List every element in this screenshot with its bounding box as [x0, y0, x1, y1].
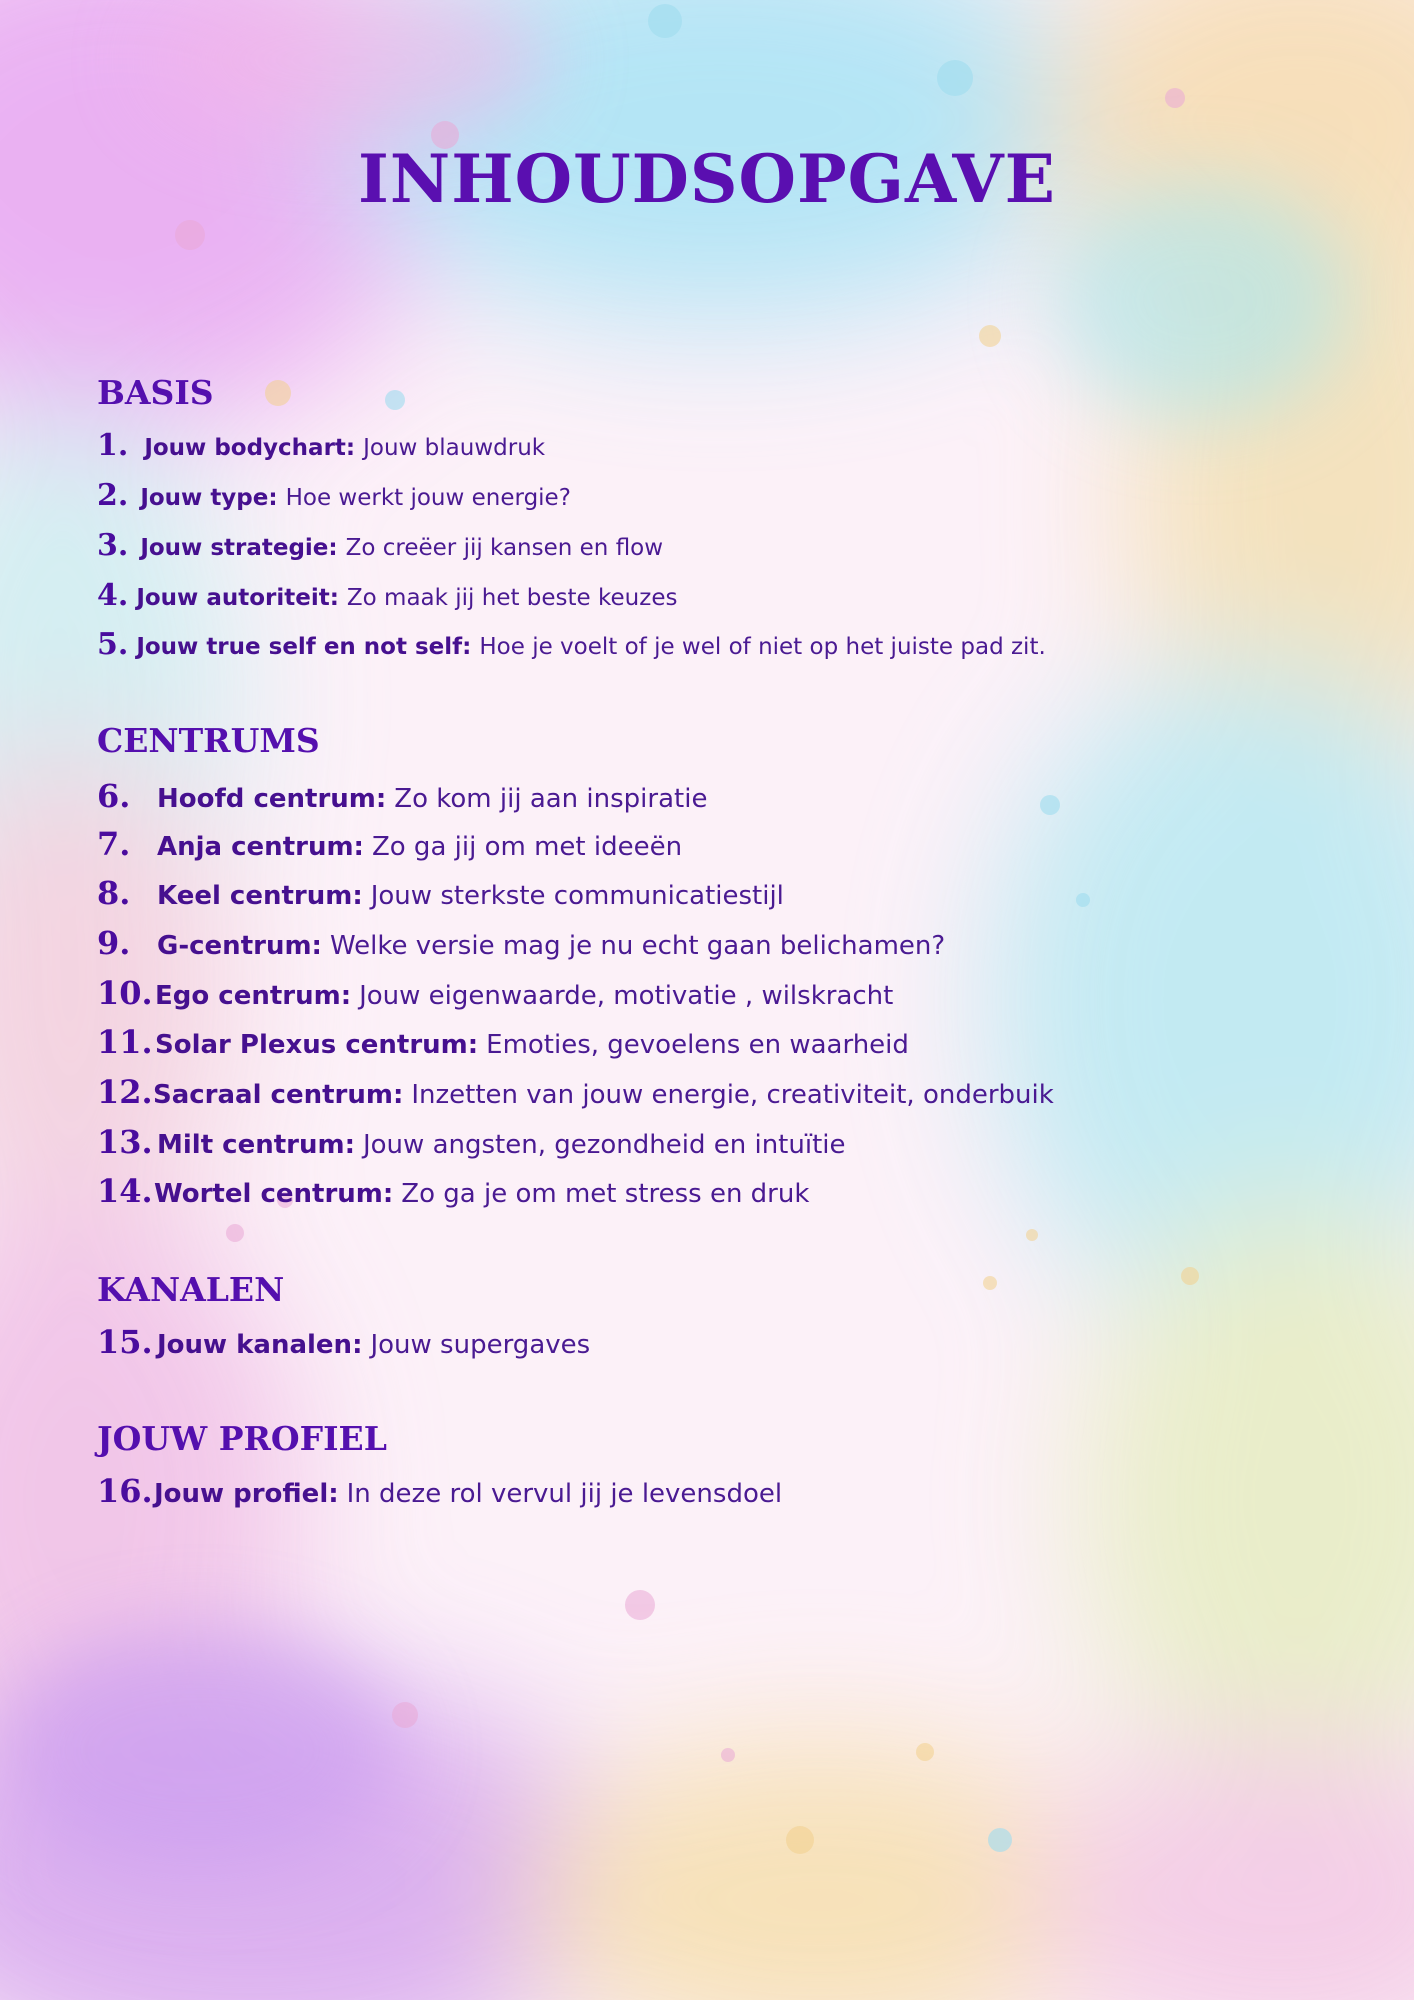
entry-description: Zo kom jij aan inspiratie: [394, 784, 708, 814]
entry-description: Jouw blauwdruk: [363, 435, 546, 461]
entry-description: Zo ga je om met stress en druk: [401, 1179, 810, 1209]
entry-label: Jouw autoriteit:: [136, 585, 339, 611]
entry-number: 12.: [97, 1073, 153, 1111]
entry-label: Solar Plexus centrum:: [155, 1030, 479, 1060]
entry-number: 15.: [97, 1323, 153, 1361]
page-title: INHOUDSOPGAVE: [358, 140, 1056, 218]
entry-number: 13.: [97, 1123, 153, 1161]
toc-entry-5[interactable]: [97, 627, 1046, 662]
entry-label: Milt centrum:: [157, 1130, 355, 1160]
entry-label: Ego centrum:: [155, 981, 352, 1011]
entry-description: Welke versie mag je nu echt gaan belichamen?: [329, 931, 946, 961]
entry-number: 10.: [97, 974, 153, 1012]
entry-number: 9.: [97, 924, 131, 962]
entry-description: Zo creëer jij kansen en flow: [345, 535, 664, 561]
toc-entry-11[interactable]: [97, 1023, 909, 1061]
entry-description: Jouw eigenwaarde, motivatie , wilskracht: [359, 981, 894, 1011]
toc-entry-14[interactable]: [97, 1172, 809, 1210]
toc-entry-13[interactable]: [97, 1123, 845, 1161]
entry-number: 4.: [97, 578, 129, 613]
toc-entry-1[interactable]: [97, 428, 545, 463]
entry-number: 14.: [97, 1172, 153, 1210]
entry-label: Jouw kanalen:: [157, 1330, 363, 1360]
entry-label: Jouw bodychart:: [144, 435, 356, 461]
entry-number: 7.: [97, 825, 131, 863]
toc-entry-2[interactable]: [97, 478, 571, 513]
entry-number: 2.: [97, 478, 129, 513]
entry-number: 6.: [97, 777, 131, 815]
toc-entry-16[interactable]: [97, 1472, 782, 1510]
entry-description: Jouw angsten, gezondheid en intuïtie: [362, 1130, 846, 1160]
entry-label: G-centrum:: [157, 931, 322, 961]
toc-entry-3[interactable]: [97, 528, 663, 563]
toc-entry-9[interactable]: [97, 924, 945, 962]
entry-number: 11.: [97, 1023, 153, 1061]
entry-label: Jouw strategie:: [140, 535, 338, 561]
entry-label: Wortel centrum:: [154, 1179, 394, 1209]
entry-description: Hoe werkt jouw energie?: [285, 485, 571, 511]
toc-entry-4[interactable]: [97, 578, 677, 613]
entry-label: Jouw true self en not self:: [136, 634, 472, 660]
toc-entry-10[interactable]: [97, 974, 893, 1012]
entry-label: Jouw profiel:: [154, 1479, 339, 1509]
entry-label: Sacraal centrum:: [153, 1080, 404, 1110]
toc-entry-8[interactable]: [97, 874, 784, 912]
entry-description: Jouw sterkste communicatiestijl: [370, 881, 784, 911]
entry-description: Hoe je voelt of je wel of niet op het juiste pad zit.: [479, 634, 1046, 660]
entry-description: In deze rol vervul jij je levensdoel: [346, 1479, 783, 1509]
entry-number: 8.: [97, 874, 131, 912]
entry-label: Anja centrum:: [157, 832, 364, 862]
entry-number: 16.: [97, 1472, 153, 1510]
entry-label: Hoofd centrum:: [157, 784, 387, 814]
entry-description: Inzetten van jouw energie, creativiteit, onderbuik: [411, 1080, 1054, 1110]
section-heading-basis: BASIS: [97, 373, 214, 412]
entry-description: Emoties, gevoelens en waarheid: [486, 1030, 909, 1060]
entry-number: 1.: [97, 428, 129, 463]
section-heading-kanalen: KANALEN: [97, 1270, 285, 1309]
entry-description: Zo ga jij om met ideeën: [371, 832, 683, 862]
section-heading-jouw-profiel: JOUW PROFIEL: [97, 1419, 387, 1458]
entry-number: 3.: [97, 528, 129, 563]
toc-entry-12[interactable]: [97, 1073, 1054, 1111]
toc-entry-7[interactable]: [97, 825, 682, 863]
toc-entry-15[interactable]: [97, 1323, 590, 1361]
toc-entry-6[interactable]: [97, 777, 707, 815]
entry-description: Zo maak jij het beste keuzes: [346, 585, 678, 611]
entry-label: Jouw type:: [140, 485, 278, 511]
entry-label: Keel centrum:: [157, 881, 363, 911]
entry-number: 5.: [97, 627, 129, 662]
entry-description: Jouw supergaves: [370, 1330, 591, 1360]
section-heading-centrums: CENTRUMS: [97, 721, 320, 760]
